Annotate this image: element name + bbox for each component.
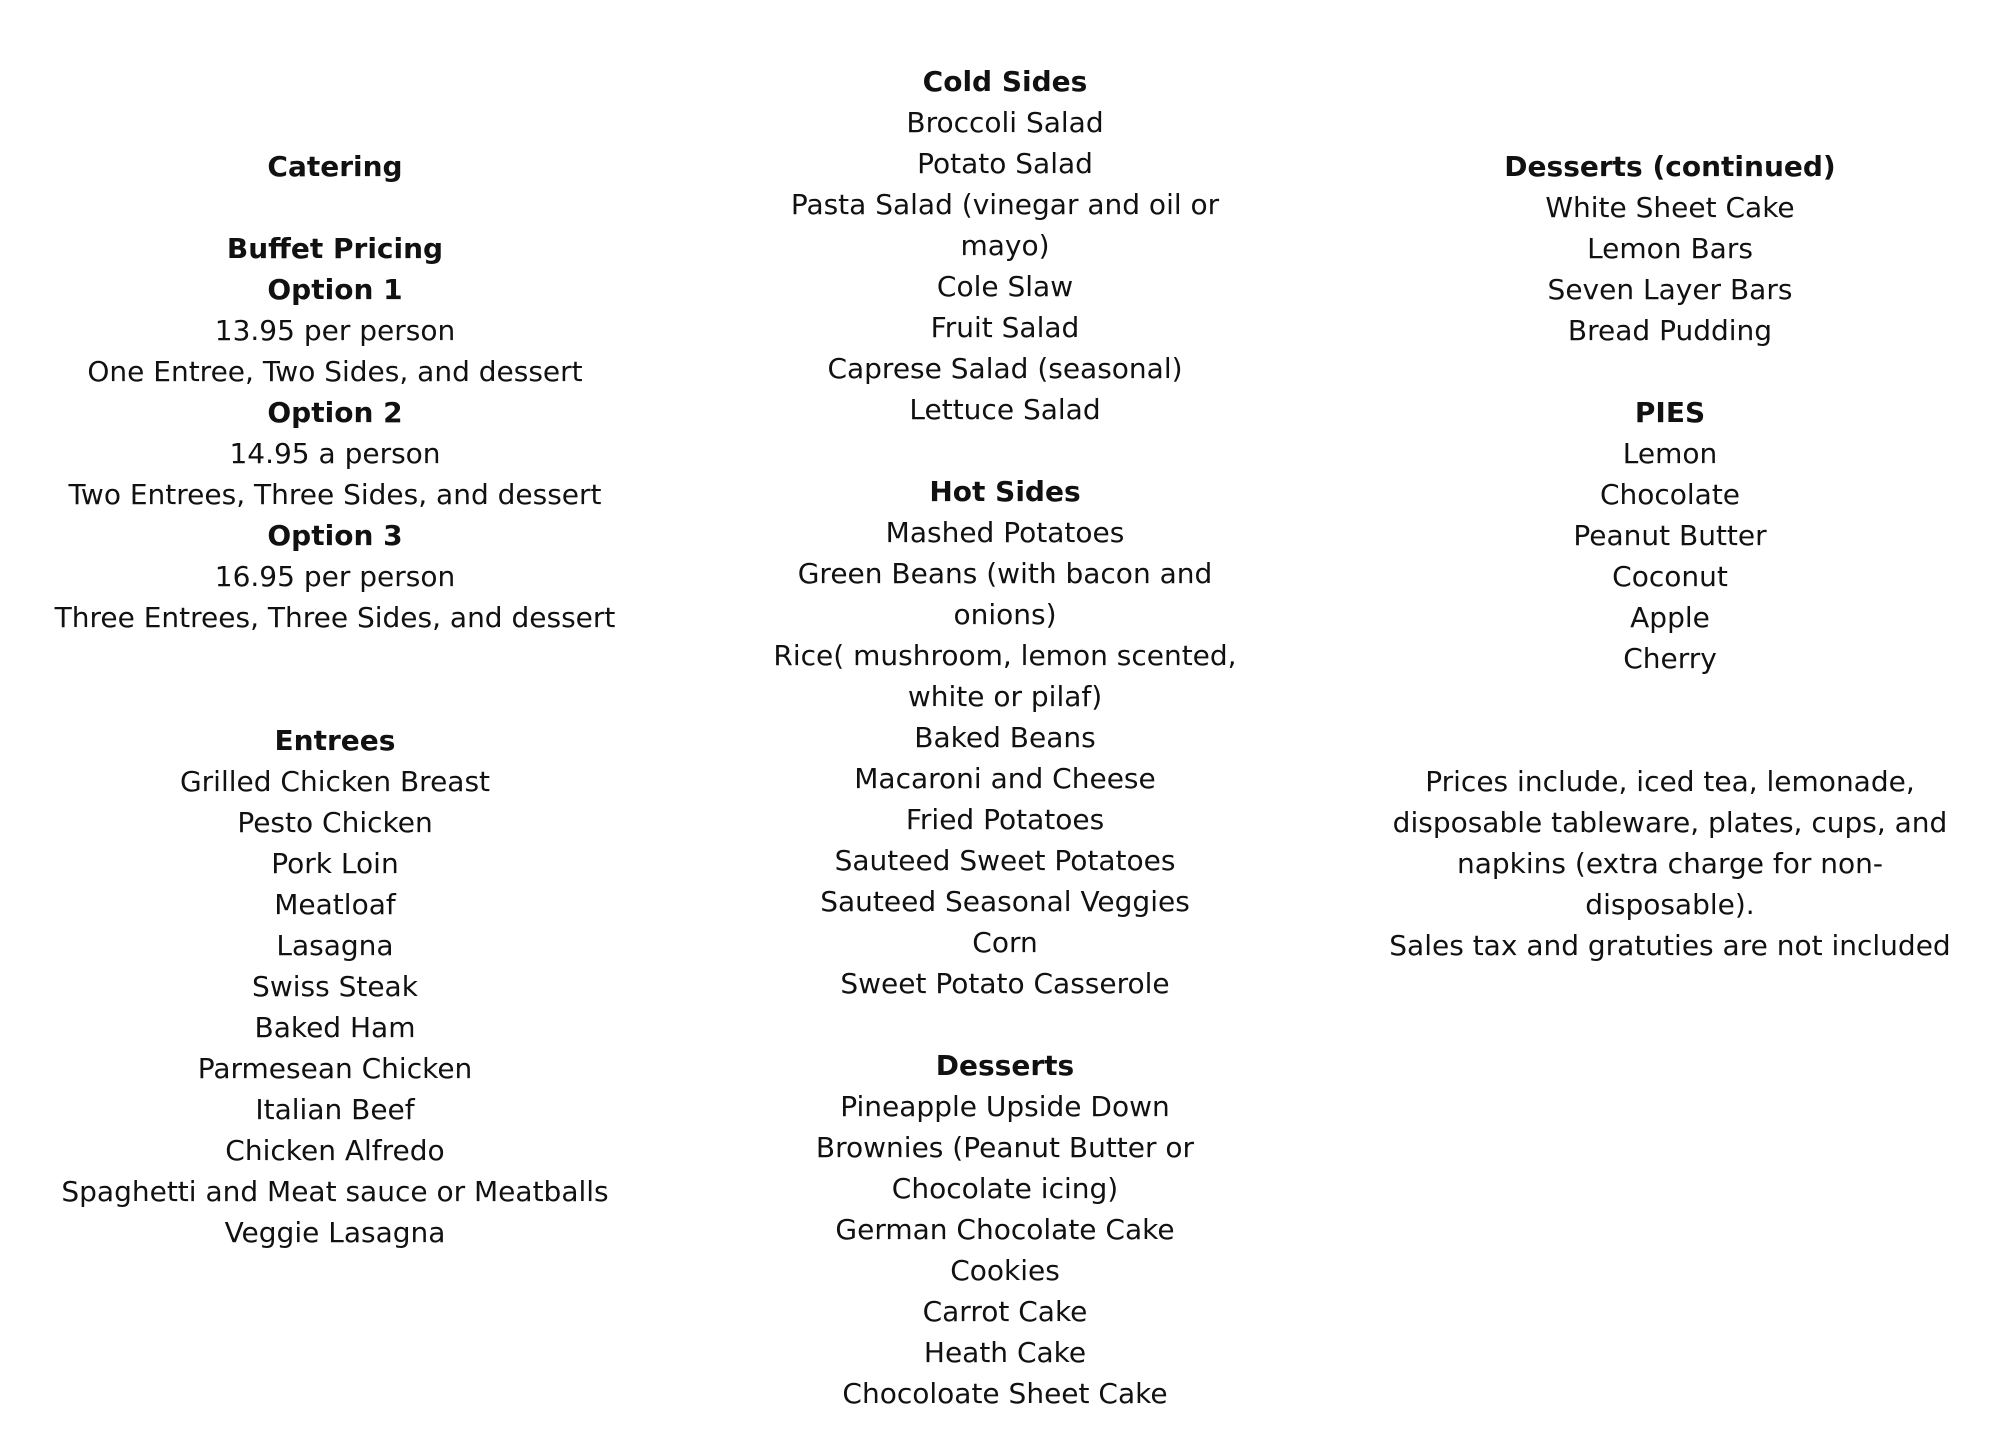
buffet-pricing-heading: Buffet Pricing [226, 232, 444, 265]
option-1-label: Option 1 [267, 273, 403, 306]
column-sides-desserts [680, 61, 1330, 1414]
list-item: Lasagna [276, 929, 394, 962]
list-item: Coconut [1612, 560, 1728, 593]
column-catering [20, 146, 650, 1253]
prices-include-note: Prices include, iced tea, lemonade, disposable tableware, plates, cups, and napkins (extra charge for non-disposable). [1392, 765, 1948, 921]
list-item: Chicken Alfredo [225, 1134, 445, 1167]
pies-heading: PIES [1634, 396, 1706, 429]
list-item: Lemon [1622, 437, 1718, 470]
list-item: Rice( mushroom, lemon scented, white or pilaf) [773, 639, 1237, 713]
option-3-label: Option 3 [267, 519, 403, 552]
list-item: Apple [1630, 601, 1710, 634]
list-item: Sweet Potato Casserole [840, 967, 1170, 1000]
list-item: Veggie Lasagna [224, 1216, 446, 1249]
list-item: Chocolate [1599, 478, 1741, 511]
list-item: Pesto Chicken [237, 806, 433, 839]
list-item: Cookies [950, 1254, 1060, 1287]
list-item: Sauteed Sweet Potatoes [834, 844, 1176, 877]
list-item: Broccoli Salad [906, 106, 1104, 139]
hot-sides-heading: Hot Sides [929, 475, 1081, 508]
list-item: Carrot Cake [922, 1295, 1088, 1328]
list-item: White Sheet Cake [1545, 191, 1795, 224]
list-item: German Chocolate Cake [835, 1213, 1175, 1246]
list-item: Seven Layer Bars [1547, 273, 1793, 306]
catering-title: Catering [267, 150, 403, 183]
cold-sides-section [680, 61, 1330, 430]
column-desserts-continued [1340, 146, 2000, 966]
list-item: Cherry [1623, 642, 1717, 675]
list-item: Brownies (Peanut Butter or Chocolate icing) [815, 1131, 1195, 1205]
list-item: Meatloaf [274, 888, 396, 921]
desserts-continued-heading: Desserts (continued) [1504, 150, 1836, 183]
desserts-section [680, 1045, 1330, 1414]
list-item: Pork Loin [271, 847, 399, 880]
option-2-description: Two Entrees, Three Sides, and dessert [68, 478, 602, 511]
list-item: Pasta Salad (vinegar and oil or mayo) [790, 188, 1220, 262]
list-item: Baked Beans [914, 721, 1096, 754]
sales-tax-note: Sales tax and gratuties are not included [1389, 929, 1951, 962]
list-item: Baked Ham [254, 1011, 416, 1044]
list-item: Potato Salad [917, 147, 1093, 180]
list-item: Macaroni and Cheese [854, 762, 1156, 795]
list-item: Caprese Salad (seasonal) [827, 352, 1183, 385]
list-item: Pineapple Upside Down [840, 1090, 1170, 1123]
list-item: Lemon Bars [1587, 232, 1753, 265]
list-item: Corn [972, 926, 1038, 959]
desserts-heading: Desserts [935, 1049, 1075, 1082]
list-item: Lettuce Salad [909, 393, 1101, 426]
list-item: Bread Pudding [1567, 314, 1773, 347]
list-item: Heath Cake [923, 1336, 1087, 1369]
option-3-description: Three Entrees, Three Sides, and dessert [54, 601, 616, 634]
list-item: Cole Slaw [936, 270, 1074, 303]
list-item: Swiss Steak [252, 970, 418, 1003]
option-3-price: 16.95 per person [214, 560, 456, 593]
list-item: Fried Potatoes [905, 803, 1105, 836]
entrees-heading: Entrees [274, 724, 396, 757]
list-item: Green Beans (with bacon and onions) [797, 557, 1213, 631]
list-item: Italian Beef [255, 1093, 415, 1126]
option-2-price: 14.95 a person [229, 437, 441, 470]
cold-sides-heading: Cold Sides [922, 65, 1088, 98]
option-2-label: Option 2 [267, 396, 403, 429]
option-1-price: 13.95 per person [214, 314, 456, 347]
list-item: Spaghetti and Meat sauce or Meatballs [61, 1175, 609, 1208]
list-item: Mashed Potatoes [885, 516, 1125, 549]
list-item: Peanut Butter [1573, 519, 1767, 552]
list-item: Fruit Salad [930, 311, 1080, 344]
list-item: Sauteed Seasonal Veggies [820, 885, 1190, 918]
option-1-description: One Entree, Two Sides, and dessert [87, 355, 583, 388]
list-item: Parmesean Chicken [197, 1052, 473, 1085]
hot-sides-section [680, 471, 1330, 1004]
list-item: Chocoloate Sheet Cake [842, 1377, 1168, 1410]
list-item: Grilled Chicken Breast [179, 765, 491, 798]
